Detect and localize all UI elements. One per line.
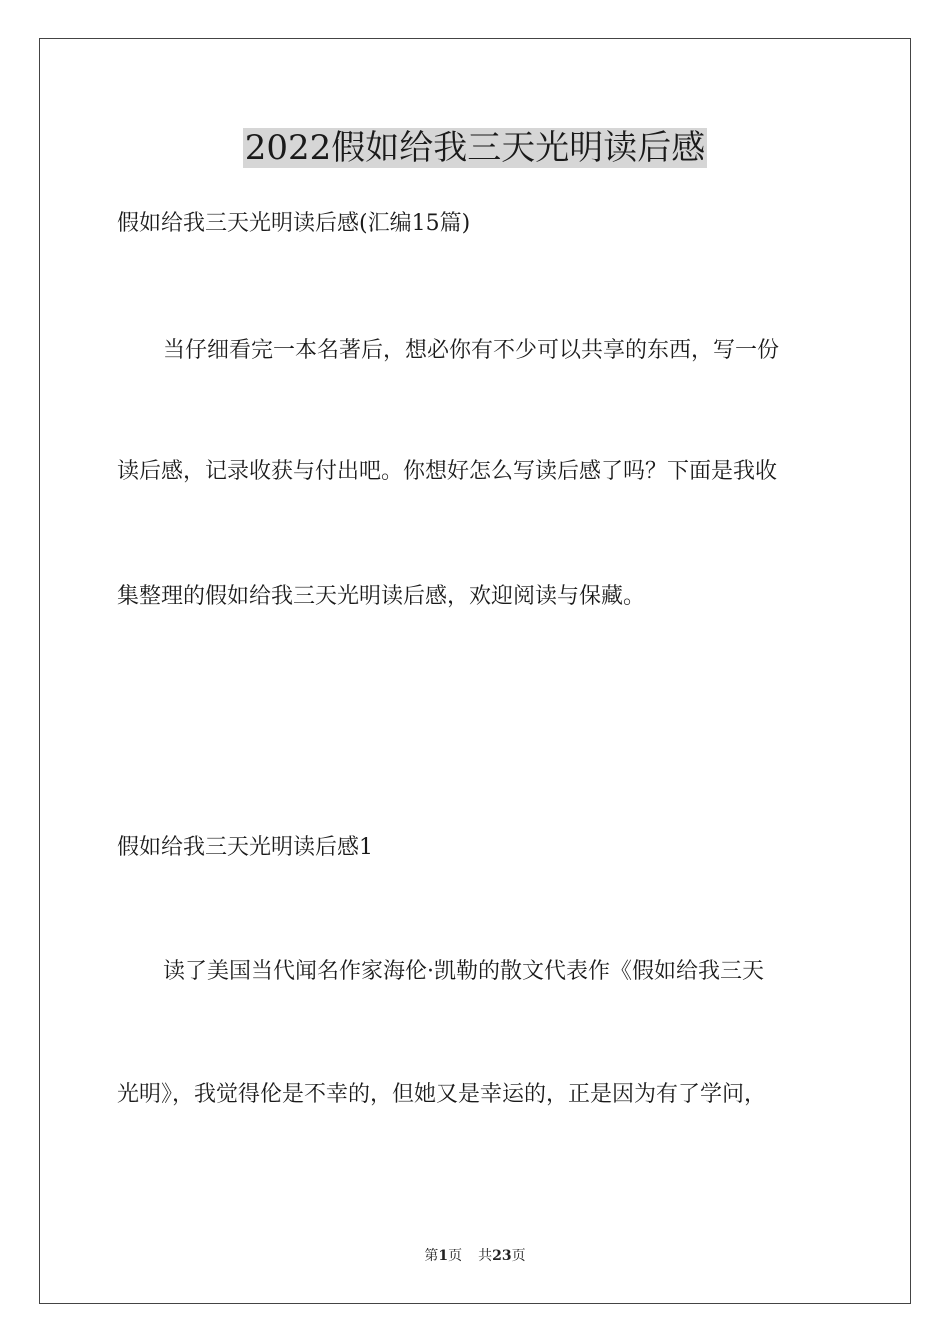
page-footer bbox=[0, 1246, 950, 1266]
document-subtitle: 假如给我三天光明读后感(汇编15篇) bbox=[117, 211, 471, 236]
section-line-2: 光明》，我觉得伦是不幸的，但她又是幸运的，正是因为有了学问， bbox=[117, 1082, 767, 1107]
footer-total-suffix: 页 bbox=[511, 1248, 526, 1264]
intro-line-3: 集整理的假如给我三天光明读后感，欢迎阅读与保藏。 bbox=[117, 584, 646, 609]
footer-total-pages: 23 bbox=[492, 1248, 512, 1264]
document-title-text: 2022假如给我三天光明读后感 bbox=[244, 128, 706, 168]
footer-page-prefix: 第 bbox=[424, 1248, 439, 1264]
document-title bbox=[0, 126, 950, 170]
intro-line-2: 读后感，记录收获与付出吧。你想好怎么写读后感了吗？下面是我收 bbox=[117, 459, 778, 484]
footer-page-number: 1 bbox=[438, 1248, 449, 1264]
footer-page-suffix: 页 bbox=[448, 1248, 463, 1264]
footer-total-prefix: 共 bbox=[478, 1248, 493, 1264]
section-heading: 假如给我三天光明读后感1 bbox=[117, 835, 373, 860]
section-line-1: 读了美国当代闻名作家海伦·凯勒的散文代表作《假如给我三天 bbox=[163, 959, 764, 984]
intro-line-1: 当仔细看完一本名著后，想必你有不少可以共享的东西，写一份 bbox=[163, 338, 780, 363]
